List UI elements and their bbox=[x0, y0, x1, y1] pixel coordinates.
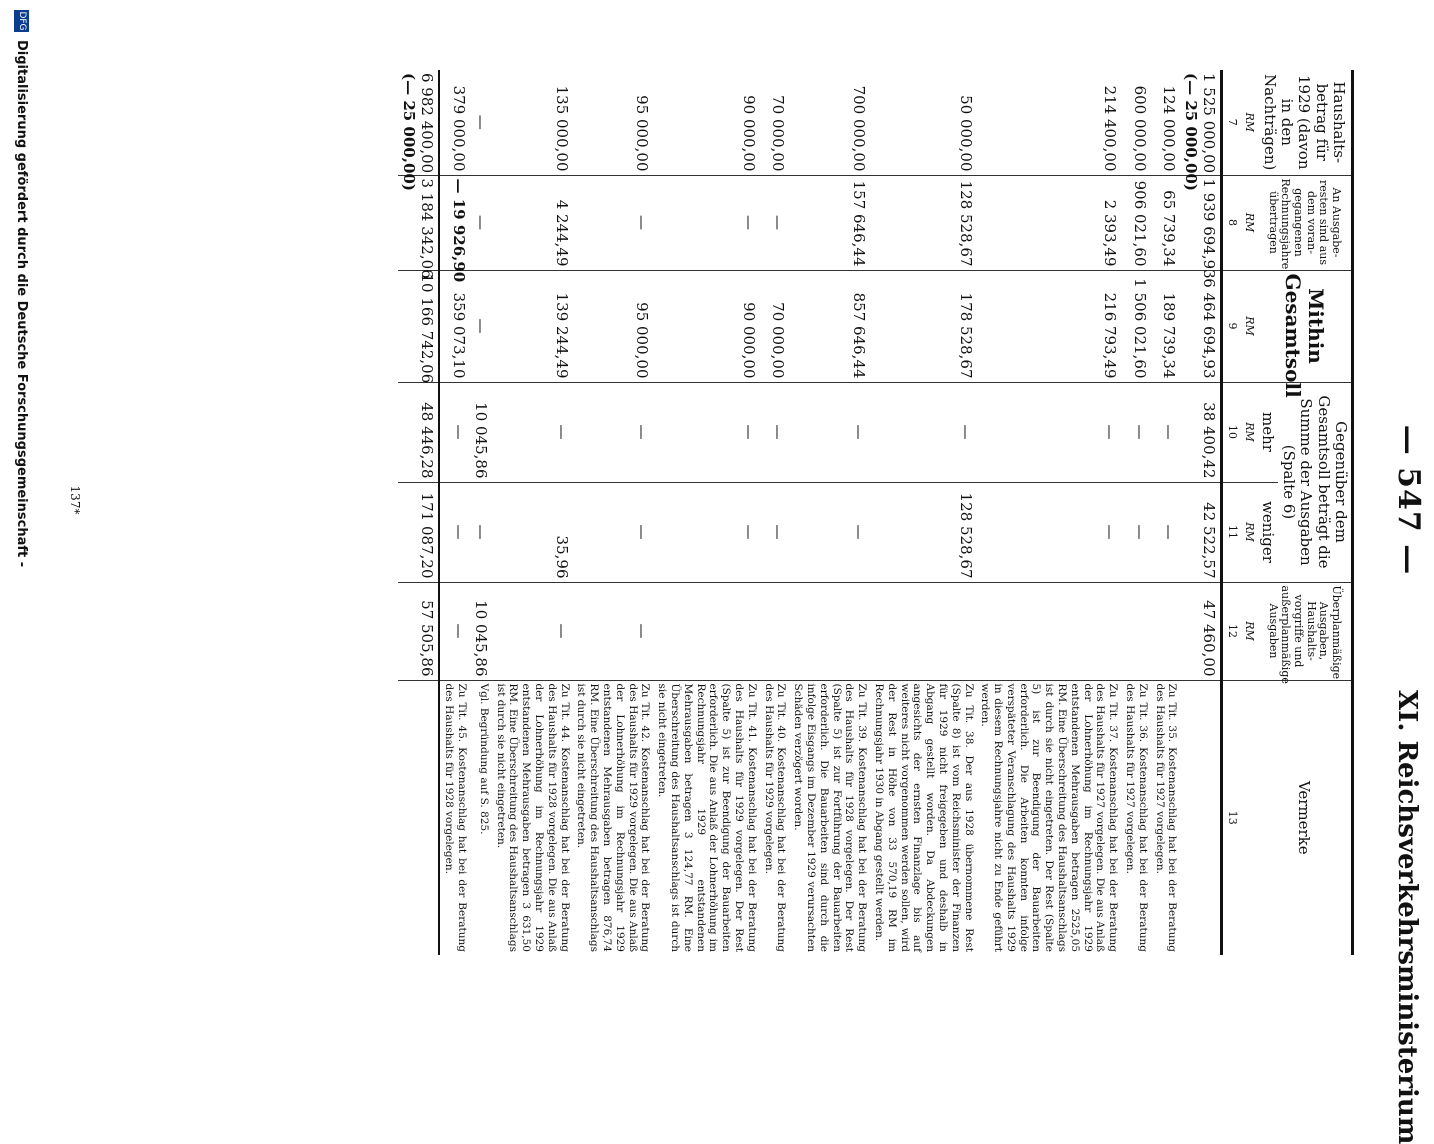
cell-value: 1 525 000,00 bbox=[1200, 73, 1219, 174]
cell-c11 bbox=[573, 482, 654, 582]
cell-c11 bbox=[789, 482, 870, 582]
cell-value: 10 045,86 bbox=[471, 402, 490, 479]
header-gesamtsoll: Mithin Gesamtsoll bbox=[1257, 270, 1353, 382]
cell-value: 178 528,67 bbox=[956, 292, 975, 379]
table-row bbox=[573, 70, 654, 955]
cell-value-nachtrag: (— 25 000,00) bbox=[1182, 73, 1201, 191]
cell-value: 700 000,00 bbox=[850, 85, 869, 172]
remark: Zu Tit. 39. Kostenanschlag hat bei der Beratung des Haushalts für 1928 vorgelegen. Der Rest (Spalte 5) ist zur Fortführung der Bauarbeiten erforderlich. Die Bauarbeiten sind durch die infolge Eisgangs im Dezember 1929 verursachten Schäden verzögert worden. bbox=[792, 683, 869, 952]
cell-value: — bbox=[850, 424, 869, 440]
cell-c10 bbox=[1180, 382, 1222, 482]
column-number: 8 bbox=[1222, 175, 1240, 270]
cell-value: 47 460,00 bbox=[1200, 600, 1219, 677]
cell-value: — bbox=[739, 424, 758, 440]
total-c12 bbox=[398, 582, 439, 680]
cell-c9 bbox=[1151, 270, 1181, 382]
cell-c11 bbox=[977, 482, 1122, 582]
cell-value: — bbox=[471, 318, 490, 334]
cell-c9 bbox=[870, 270, 976, 382]
column-number: 7 bbox=[1222, 70, 1240, 175]
table-row bbox=[789, 70, 870, 955]
footer-reference: 137* bbox=[68, 485, 82, 515]
table-row bbox=[1180, 70, 1222, 955]
header-ausgabereste: An Ausgabe-resten sind aus dem voran-gegangenen Rechnungsjahre übertragen bbox=[1257, 175, 1353, 270]
remark: Zu Tit. 41. Kostenanschlag hat bei der Beratung des Haushalts für 1929 vorgelegen. Der Rest (Spalte 5) ist zur Beendigung der Bauarbeiten erforderlich. Die aus Anlaß der Lohnerhöhung im Rechnungsjahr 1929 entstandenen Mehrausgaben betragen 3 124,77 RM. Eine Überschreitung des Haushaltsanschlags ist durch sie nicht eingetreten. bbox=[656, 683, 758, 952]
page-number: — 547 — bbox=[1391, 424, 1426, 576]
budget-table bbox=[398, 70, 1354, 955]
cell-value: 90 000,00 bbox=[739, 302, 758, 379]
table-row bbox=[760, 70, 790, 955]
cell-c11 bbox=[492, 482, 573, 582]
cell-value: — bbox=[769, 524, 788, 540]
cell-value: — bbox=[850, 524, 869, 540]
cell-c11 bbox=[1151, 482, 1181, 582]
column-number: 9 bbox=[1222, 270, 1240, 382]
cell-c9 bbox=[439, 270, 470, 382]
cell-c10 bbox=[653, 382, 759, 482]
cell-c8 bbox=[789, 175, 870, 270]
cell-c8 bbox=[1121, 175, 1151, 270]
cell-value: 65 739,34 bbox=[1160, 190, 1179, 267]
cell-value: — bbox=[449, 524, 468, 540]
cell-value: — bbox=[449, 424, 468, 440]
cell-value: 189 739,34 bbox=[1160, 292, 1179, 379]
cell-value: 1 939 694,93 bbox=[1200, 178, 1219, 279]
cell-c9 bbox=[653, 270, 759, 382]
cell-c12 bbox=[760, 582, 790, 680]
total-c9 bbox=[398, 270, 439, 382]
cell-c12 bbox=[439, 582, 470, 680]
cell-c8 bbox=[977, 175, 1122, 270]
table-row bbox=[1121, 70, 1151, 955]
cell-value: — bbox=[1101, 524, 1120, 540]
cell-value: — bbox=[1101, 424, 1120, 440]
total-c7 bbox=[398, 70, 439, 191]
cell-value: 6 464 694,93 bbox=[1200, 278, 1219, 379]
cell-value: 90 000,00 bbox=[739, 95, 758, 172]
cell-c8 bbox=[760, 175, 790, 270]
cell-value: 216 793,49 bbox=[1101, 292, 1120, 379]
table-row bbox=[470, 70, 492, 955]
cell-value: 4 244,49 bbox=[552, 199, 571, 267]
total-c11 bbox=[398, 482, 439, 582]
cell-value: 128 528,67 bbox=[956, 180, 975, 267]
remark: Zu Tit. 44. Kostenanschlag hat bei der Beratung des Haushalts für 1928 vorgelegen. Die aus Anlaß der Lohnerhöhung im Rechnungsjahr 1929 entstandenen Mehrausgaben betragen 3 631,50 RM. Eine Überschreitung des Haushaltsanschlags ist durch sie nicht eingetreten. bbox=[494, 683, 571, 952]
cell-value: 128 528,67 bbox=[956, 492, 975, 579]
cell-value: 70 000,00 bbox=[769, 95, 788, 172]
cell-c12 bbox=[492, 582, 573, 680]
cell-c8 bbox=[870, 175, 976, 270]
cell-value: 359 073,10 bbox=[449, 292, 468, 379]
cell-value: 1 506 021,60 bbox=[1130, 278, 1149, 379]
cell-value: — bbox=[1160, 524, 1179, 540]
remark: Zu Tit. 38. Der aus 1928 übernommene Rest (Spalte 8) ist vom Reichsminister der Finanzen für 1929 nicht freigegeben und deshalb in Abgang gestellt worden. Da Abdeckungen angesichts der ernsten Finanzlage bis auf weiteres nicht vorgenommen werden sollen, wird der Rest in Höhe von 33 570,19 RM im Rechnungsjahr 1930 in Abgang gestellt werden. bbox=[872, 683, 975, 952]
cell-value: 38 400,42 bbox=[1200, 402, 1219, 479]
cell-value: — bbox=[1130, 524, 1149, 540]
cell-value: 95 000,00 bbox=[633, 302, 652, 379]
table-row bbox=[977, 70, 1122, 955]
cell-c11 bbox=[653, 482, 759, 582]
cell-c7 bbox=[1180, 70, 1222, 191]
cell-c10 bbox=[760, 382, 790, 482]
cell-value: — bbox=[552, 424, 571, 440]
cell-value: — bbox=[1160, 424, 1179, 440]
unit-label: RM bbox=[1240, 270, 1257, 382]
dfg-logo: DFG bbox=[14, 10, 29, 32]
table-row bbox=[492, 70, 573, 955]
cell-c9 bbox=[789, 270, 870, 382]
total-value-nachtrag: (— 25 000,00) bbox=[400, 73, 419, 191]
cell-c10 bbox=[492, 382, 573, 482]
table-row bbox=[870, 70, 976, 955]
cell-value: — bbox=[552, 623, 571, 639]
cell-value: 70 000,00 bbox=[769, 302, 788, 379]
remark bbox=[1180, 680, 1222, 955]
cell-value: 157 646,44 bbox=[850, 180, 869, 267]
cell-value: 42 522,57 bbox=[1200, 502, 1219, 579]
cell-c9 bbox=[492, 270, 573, 382]
cell-value: — bbox=[1130, 424, 1149, 440]
cell-c8 bbox=[492, 175, 573, 270]
cell-c11 bbox=[870, 482, 976, 582]
cell-value: 124 000,00 bbox=[1160, 85, 1179, 172]
column-number: 13 bbox=[1222, 680, 1240, 955]
cell-value: — bbox=[633, 623, 652, 639]
cell-value: — bbox=[471, 215, 490, 230]
total-value: 57 505,86 bbox=[418, 600, 437, 677]
cell-c12 bbox=[1121, 582, 1151, 680]
cell-c9 bbox=[1121, 270, 1151, 382]
cell-c8 bbox=[1151, 175, 1181, 270]
cell-c10 bbox=[870, 382, 976, 482]
header-ueberplan: Überplanmäßige Ausgaben, Haushalts-vorgriffe und außerplanmäßige Ausgaben bbox=[1257, 582, 1353, 680]
cell-c10 bbox=[573, 382, 654, 482]
cell-value: — bbox=[471, 524, 490, 540]
unit-label: RM bbox=[1240, 582, 1257, 680]
cell-c10 bbox=[1121, 382, 1151, 482]
cell-c10 bbox=[1151, 382, 1181, 482]
cell-c7 bbox=[653, 70, 759, 175]
remark: Vgl. Begründung auf S. 825. bbox=[477, 683, 490, 835]
cell-value: — bbox=[633, 424, 652, 440]
cell-c12 bbox=[870, 582, 976, 680]
header-weniger: weniger bbox=[1257, 482, 1278, 582]
cell-c7 bbox=[573, 70, 654, 175]
cell-value: 214 400,00 bbox=[1101, 85, 1120, 172]
cell-c9 bbox=[977, 270, 1122, 382]
cell-c8 bbox=[470, 175, 492, 270]
total-row bbox=[398, 70, 439, 955]
cell-c7 bbox=[1151, 70, 1181, 175]
cell-value: 139 244,49 bbox=[552, 292, 571, 379]
cell-value: — bbox=[769, 424, 788, 440]
cell-c10 bbox=[470, 382, 492, 482]
header-vermerke: Vermerke bbox=[1257, 680, 1353, 955]
cell-value: — bbox=[739, 524, 758, 540]
total-value: 3 184 342,06 bbox=[418, 178, 437, 279]
cell-value: 95 000,00 bbox=[633, 95, 652, 172]
cell-c7 bbox=[1121, 70, 1151, 175]
cell-c7 bbox=[492, 70, 573, 175]
cell-c9 bbox=[573, 270, 654, 382]
cell-c12 bbox=[1180, 582, 1222, 680]
total-value: 171 087,20 bbox=[418, 492, 437, 579]
cell-value: 135 000,00 bbox=[552, 85, 571, 172]
cell-value: — bbox=[956, 424, 975, 440]
remark: Zu Tit. 45. Kostenanschlag hat bei der Beratung des Haushalts für 1928 vorgelegen. bbox=[443, 683, 468, 952]
cell-c10 bbox=[977, 382, 1122, 482]
cell-value: — bbox=[633, 524, 652, 540]
cell-c7 bbox=[977, 70, 1122, 175]
cell-value: 35,96 bbox=[552, 535, 571, 579]
column-number: 11 bbox=[1222, 482, 1240, 582]
column-number: 10 bbox=[1222, 382, 1240, 482]
cell-c8 bbox=[573, 175, 654, 270]
cell-c7 bbox=[870, 70, 976, 175]
cell-value: — bbox=[633, 215, 652, 230]
digitization-credit: Digitalisierung gefördert durch die Deutsche Forschungsgemeinschaft - bbox=[14, 40, 29, 568]
cell-c11 bbox=[439, 482, 470, 582]
total-remark bbox=[398, 680, 439, 955]
cell-value: 600 000,00 bbox=[1130, 85, 1149, 172]
table-row bbox=[1151, 70, 1181, 955]
cell-c11 bbox=[760, 482, 790, 582]
cell-c12 bbox=[789, 582, 870, 680]
table-row bbox=[439, 70, 470, 955]
cell-c7 bbox=[760, 70, 790, 175]
cell-value: — 19 926,90 bbox=[449, 178, 468, 283]
cell-value: 10 045,86 bbox=[471, 600, 490, 677]
cell-c7 bbox=[789, 70, 870, 175]
cell-value: 857 646,44 bbox=[850, 292, 869, 379]
unit-label: RM bbox=[1240, 70, 1257, 175]
total-value: 6 982 400,00 bbox=[418, 73, 437, 174]
header-haushalt: Haushalts-betrag für 1929 (davon in den Nachträgen) bbox=[1257, 70, 1353, 175]
cell-c11 bbox=[1180, 482, 1222, 582]
cell-value: 50 000,00 bbox=[956, 95, 975, 172]
column-number: 12 bbox=[1222, 582, 1240, 680]
header-gegenueber: Gegenüber dem Gesamtsoll beträgt die Summe der Ausgaben (Spalte 6) bbox=[1278, 382, 1353, 582]
remark: Zu Tit. 37. Kostenanschlag hat bei der Beratung des Haushalts für 1927 vorgelegen. Die aus Anlaß der Lohnerhöhung im Rechnungsjahr 1929 entstandenen Mehrausgaben betragen 2525,05 RM. Eine Überschreitung des Haushaltsanschlags ist durch sie nicht eingetreten. Der Rest (Spalte 5) ist zur Beendigung der Bauarbeiten erforderlich. Die Arbeiten konnten infolge verspäteter Veranschlagung des Haushalts 1929 in diesem Rechnungsjahre nicht zu Ende geführt werden. bbox=[979, 683, 1120, 952]
cell-c11 bbox=[1121, 482, 1151, 582]
total-value: 10 166 742,06 bbox=[418, 273, 437, 384]
table-row bbox=[653, 70, 759, 955]
cell-c12 bbox=[470, 582, 492, 680]
cell-value: 379 000,00 bbox=[449, 85, 468, 172]
cell-value: — bbox=[769, 215, 788, 230]
cell-c7 bbox=[470, 70, 492, 175]
remark: Zu Tit. 36. Kostenanschlag hat bei der Beratung des Haushalts für 1927 vorgelegen. bbox=[1124, 683, 1149, 952]
remark: Zu Tit. 35. Kostenanschlag hat bei der Beratung des Haushalts für 1927 vorgelegen. bbox=[1153, 683, 1179, 952]
unit-label: RM bbox=[1240, 482, 1257, 582]
page-header-title: XI. Reichsverkehrsministerium bbox=[1392, 690, 1422, 1144]
cell-value: — bbox=[449, 623, 468, 639]
remark: Zu Tit. 42. Kostenanschlag hat bei der Beratung des Haushalts für 1929 vorgelegen. Die aus Anlaß der Lohnerhöhung im Rechnungsjahr 1929 entstandenen Mehrausgaben betragen 876,74 RM. Eine Überschreitung des Haushaltsanschlags ist durch sie nicht eingetreten. bbox=[575, 683, 652, 952]
cell-value: 906 021,60 bbox=[1130, 180, 1149, 267]
cell-c9 bbox=[470, 270, 492, 382]
total-value: 48 446,28 bbox=[418, 402, 437, 479]
cell-c12 bbox=[977, 582, 1122, 680]
unit-label: RM bbox=[1240, 175, 1257, 270]
header-mehr: mehr bbox=[1257, 382, 1278, 482]
remark: Zu Tit. 40. Kostenanschlag hat bei der Beratung des Haushalts für 1929 vorgelegen. bbox=[762, 683, 788, 952]
cell-value: — bbox=[471, 114, 490, 130]
cell-c11 bbox=[470, 482, 492, 582]
cell-c10 bbox=[789, 382, 870, 482]
cell-c8 bbox=[653, 175, 759, 270]
cell-c9 bbox=[1180, 270, 1222, 382]
cell-c12 bbox=[573, 582, 654, 680]
cell-value: 2 393,49 bbox=[1101, 199, 1120, 267]
cell-c12 bbox=[653, 582, 759, 680]
cell-c8 bbox=[439, 175, 470, 283]
cell-c9 bbox=[760, 270, 790, 382]
total-c10 bbox=[398, 382, 439, 482]
cell-value: — bbox=[739, 215, 758, 230]
cell-c12 bbox=[1151, 582, 1181, 680]
cell-c10 bbox=[439, 382, 470, 482]
unit-label: RM bbox=[1240, 382, 1257, 482]
cell-c7 bbox=[439, 70, 470, 175]
